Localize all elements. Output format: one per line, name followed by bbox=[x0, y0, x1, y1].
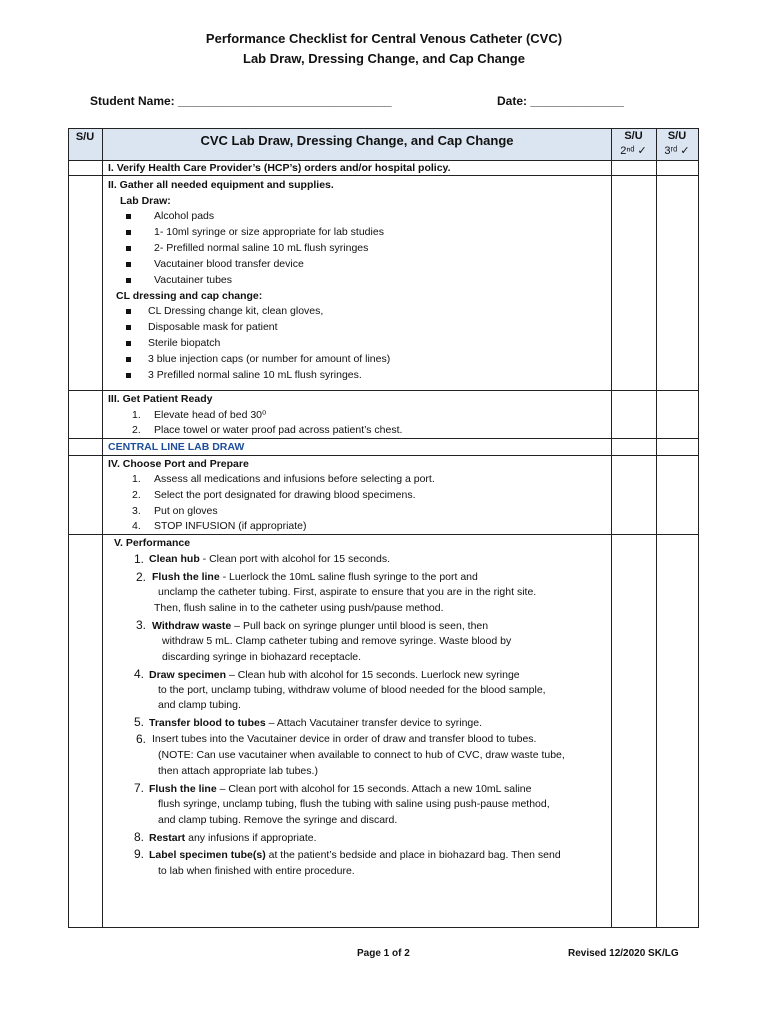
step-5: Transfer blood to tubes – Attach Vacutainer transfer device to syringe. bbox=[149, 717, 483, 729]
main-header: CVC Lab Draw, Dressing Change, and Cap Change bbox=[200, 133, 514, 148]
step-2-line3: Then, flush saline in to the catheter using push/pause method. bbox=[154, 602, 444, 614]
list-number: 4. bbox=[132, 520, 141, 532]
step-number: 1. bbox=[134, 552, 145, 566]
list-number: 1. bbox=[132, 409, 141, 421]
step-number: 5. bbox=[134, 715, 145, 729]
section-5-title: V. Performance bbox=[114, 537, 191, 549]
list-item: 3 blue injection caps (or number for amount of lines) bbox=[148, 353, 391, 365]
step-6: Insert tubes into the Vacutainer device in order of draw and transfer blood to tubes. bbox=[152, 733, 537, 745]
step-number: 7. bbox=[134, 781, 145, 795]
step-4: Draw specimen – Clean hub with alcohol for 15 seconds. Luerlock new syringe bbox=[149, 669, 520, 681]
bullet-icon bbox=[126, 341, 131, 346]
list-item: Alcohol pads bbox=[154, 210, 215, 222]
step-6-line2: (NOTE: Can use vacutainer when available to connect to hub of CVC, draw waste tube, bbox=[158, 749, 565, 761]
list-number: 2. bbox=[132, 424, 141, 436]
bullet-icon bbox=[126, 373, 131, 378]
bullet-icon bbox=[126, 325, 131, 330]
step-number: 9. bbox=[134, 847, 145, 861]
list-item: CL Dressing change kit, clean gloves, bbox=[148, 305, 324, 317]
list-item: Disposable mask for patient bbox=[148, 321, 278, 333]
step-number: 6. bbox=[136, 732, 147, 746]
step-9-line2: to lab when finished with entire procedure. bbox=[158, 865, 355, 877]
section-1-text: I. Verify Health Care Provider’s (HCP’s) orders and/or hospital policy. bbox=[108, 162, 451, 174]
step-9: Label specimen tube(s) at the patient’s bedside and place in biohazard bag. Then send bbox=[149, 849, 561, 861]
step-3-line2: withdraw 5 mL. Clamp catheter tubing and remove syringe. Waste blood by bbox=[162, 635, 512, 647]
list-number: 2. bbox=[132, 489, 141, 501]
list-item: 3 Prefilled normal saline 10 mL flush syringes. bbox=[148, 369, 362, 381]
step-8: Restart any infusions if appropriate. bbox=[149, 832, 317, 844]
list-item: 2- Prefilled normal saline 10 mL flush syringes bbox=[154, 242, 369, 254]
step-number: 2. bbox=[136, 570, 147, 584]
bullet-icon bbox=[126, 246, 131, 251]
list-number: 3. bbox=[132, 505, 141, 517]
checklist-table bbox=[68, 128, 699, 928]
cl-dressing-label: CL dressing and cap change: bbox=[116, 290, 263, 302]
step-2-line2: unclamp the catheter tubing. First, aspirate to ensure that you are in the right site. bbox=[158, 586, 537, 598]
section-3-title: III. Get Patient Ready bbox=[108, 393, 213, 405]
su2-header: S/U bbox=[624, 130, 643, 142]
su3-subheader: 3ʳᵈ ✓ bbox=[664, 145, 690, 157]
list-item: Assess all medications and infusions before selecting a port. bbox=[154, 473, 435, 485]
step-number: 8. bbox=[134, 830, 145, 844]
bullet-icon bbox=[126, 262, 131, 267]
su3-header: S/U bbox=[667, 130, 687, 142]
bullet-icon bbox=[126, 214, 131, 219]
bullet-icon bbox=[126, 230, 131, 235]
student-name-field: Student Name: ________________________________ bbox=[90, 94, 392, 108]
date-field: Date: ______________ bbox=[497, 94, 624, 108]
su2-subheader: 2ⁿᵈ ✓ bbox=[620, 145, 647, 157]
step-4-line2: to the port, unclamp tubing, withdraw volume of blood needed for the blood sample, bbox=[158, 684, 546, 696]
step-4-line3: and clamp tubing. bbox=[158, 699, 241, 711]
list-item: Vacutainer tubes bbox=[154, 274, 233, 286]
list-item: Place towel or water proof pad across patient’s chest. bbox=[154, 424, 403, 436]
su-header: S/U bbox=[75, 131, 95, 143]
list-item: 1- 10ml syringe or size appropriate for lab studies bbox=[154, 226, 384, 238]
step-3: Withdraw waste – Pull back on syringe plunger until blood is seen, then bbox=[152, 620, 489, 632]
doc-title-line2: Lab Draw, Dressing Change, and Cap Change bbox=[243, 51, 525, 66]
step-7: Flush the line – Clean port with alcohol for 15 seconds. Attach a new 10mL saline bbox=[149, 783, 532, 795]
revision-note: Revised 12/2020 SK/LG bbox=[568, 948, 679, 959]
page-number: Page 1 of 2 bbox=[357, 948, 410, 959]
bullet-icon bbox=[126, 309, 131, 314]
list-number: 1. bbox=[132, 473, 141, 485]
list-item: Vacutainer blood transfer device bbox=[154, 258, 304, 270]
list-item: Put on gloves bbox=[154, 505, 218, 517]
step-2: Flush the line - Luerlock the 10mL saline flush syringe to the port and bbox=[152, 571, 478, 583]
step-3-line3: discarding syringe in biohazard receptacle. bbox=[162, 651, 362, 663]
list-item: STOP INFUSION (if appropriate) bbox=[154, 520, 307, 532]
bullet-icon bbox=[126, 278, 131, 283]
section-2-title: II. Gather all needed equipment and supplies. bbox=[108, 179, 334, 191]
list-item: Sterile biopatch bbox=[148, 337, 221, 349]
list-item: Select the port designated for drawing blood specimens. bbox=[154, 489, 416, 501]
central-line-heading: CENTRAL LINE LAB DRAW bbox=[108, 441, 245, 453]
list-item: Elevate head of bed 30⁰ bbox=[154, 409, 267, 421]
step-6-line3: then attach appropriate lab tubes.) bbox=[158, 765, 318, 777]
step-number: 3. bbox=[136, 618, 147, 632]
step-7-line2: flush syringe, unclamp tubing, flush the tubing with saline using push-pause method, bbox=[158, 798, 550, 810]
doc-title-line1: Performance Checklist for Central Venous Catheter (CVC) bbox=[205, 31, 563, 46]
step-7-line3: and clamp tubing. Remove the syringe and discard. bbox=[158, 814, 398, 826]
step-number: 4. bbox=[134, 667, 145, 681]
lab-draw-label: Lab Draw: bbox=[120, 195, 171, 207]
step-1: Clean hub - Clean port with alcohol for 15 seconds. bbox=[149, 553, 391, 565]
section-4-title: IV. Choose Port and Prepare bbox=[108, 458, 249, 470]
bullet-icon bbox=[126, 357, 131, 362]
